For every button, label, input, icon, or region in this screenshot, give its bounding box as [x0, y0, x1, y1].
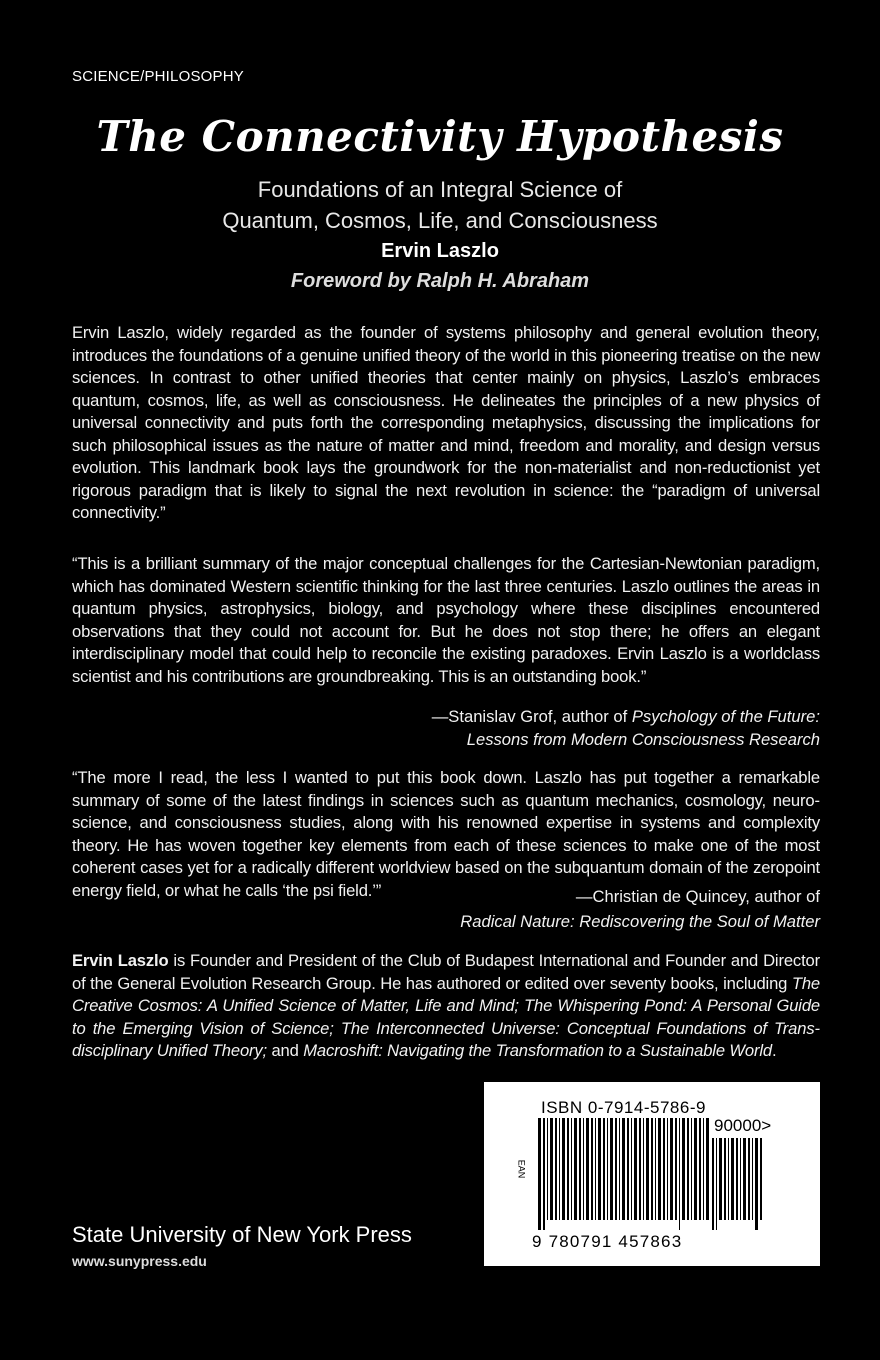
barcode-bar [567, 1118, 569, 1220]
addon-barcode [712, 1138, 764, 1230]
attribution-work-title: Radical Nature: Rediscovering the Soul of Matter [460, 912, 820, 931]
author-name: Ervin Laszlo [381, 240, 499, 262]
barcode-bar [682, 1118, 685, 1220]
barcode-bar [547, 1118, 548, 1220]
barcode-bar [731, 1138, 734, 1220]
barcode-bar [631, 1118, 632, 1220]
barcode-bar [736, 1138, 738, 1220]
category-label: SCIENCE/PHILOSOPHY [72, 68, 244, 85]
barcode-bar [579, 1118, 581, 1220]
barcode-bar [699, 1118, 701, 1220]
review-attribution-grof [432, 706, 820, 751]
price-code: 90000> [714, 1116, 772, 1135]
barcode-bar [603, 1118, 605, 1220]
book-description: Ervin Laszlo, widely regarded as the founder of systems philosophy and general evolution theory, introduces the foundations of a genuine unified theory of the world in this pioneering treatise on the new sciences. In contrast to other unified theories that center mainly on physics, Laszlo’s embraces quantum, cosmos, life, as well as consciousness. He delineates the principles of a new physics of universal connectivity and puts forth the corresponding metaphysics, discussing the implications for such philosophical issues as the nature of matter and mind, freedom and morality, and design versus evolution. This landmark book lays the groundwork for the non-materialist and non-reductionist yet rigorous paradigm that is likely to signal the next revolution in science: the “paradigm of universal connectivity.” [72, 323, 820, 522]
attribution-work-title: Psychology of the Future: [631, 707, 820, 726]
publisher-name: State University of New York Press [72, 1222, 412, 1247]
barcode-bar [651, 1118, 653, 1220]
barcode-bar [748, 1138, 750, 1220]
barcode-bar [639, 1118, 641, 1220]
book-title: The Connectivity Hypothesis [96, 112, 784, 161]
bio-text-3: . [771, 1041, 777, 1060]
barcode-bar [679, 1118, 680, 1230]
barcode-bar [555, 1118, 557, 1220]
review-work-quincey [460, 911, 820, 934]
barcode-bar [598, 1118, 601, 1220]
barcode-bar [562, 1118, 565, 1220]
review-attribution-quincey: —Christian de Quincey, author of [575, 887, 820, 906]
barcode-bar [586, 1118, 589, 1220]
bio-text-2: and [267, 1041, 304, 1060]
barcode-bar [716, 1138, 717, 1230]
barcode-bar [719, 1138, 722, 1220]
barcode-bar [691, 1118, 692, 1220]
barcode-bar [670, 1118, 673, 1220]
bio-text-1: is Founder and President of the Club of Budapest International and Founder and Director of the General Evolution Research Group. He has authored or edited over seventy books, including [72, 951, 820, 993]
barcode-bar [610, 1118, 613, 1220]
barcode-bar [728, 1138, 729, 1220]
barcode-bar [595, 1118, 596, 1220]
barcode-bar [619, 1118, 620, 1220]
barcode-bar [615, 1118, 617, 1220]
barcode-bar [655, 1118, 656, 1220]
barcode-bar [706, 1118, 709, 1220]
barcode-bar [571, 1118, 572, 1220]
review-quote-grof: “This is a brilliant summary of the major conceptual challenges for the Cartesian-Newtonian paradigm, which has dominated Western scientific thinking for the last three centuries. Laszlo outlines the areas in quantum physics, astrophysics, biology, and psychology where these disciplines encountered observations that they could not account for. But he does not stop there; he offers an elegant interdisciplinary model that could help to reconcile the existing paradoxes. Ervin Laszlo is a worldclass scientist and his contributions are groundbreaking. This is an outstanding book.” [72, 554, 820, 686]
ean-label: EAN [516, 1159, 527, 1179]
bio-name: Ervin Laszlo [72, 951, 169, 970]
barcode-bar [743, 1138, 746, 1220]
subtitle-line-1: Foundations of an Integral Science of [257, 177, 623, 202]
barcode-bar [646, 1118, 649, 1220]
ean-number: 9 780791 457863 [532, 1232, 683, 1251]
attribution-work-subtitle: Lessons from Modern Consciousness Research [466, 729, 820, 749]
barcode-bar [755, 1138, 758, 1230]
barcode-bar [667, 1118, 668, 1220]
barcode-bar [559, 1118, 560, 1220]
author-bio [72, 950, 820, 1063]
barcode-bar [550, 1118, 553, 1220]
barcode-bar [607, 1118, 608, 1220]
bio-books-1: The Creative Cosmos: A Unified Science of Matter, Life and Mind; The Whispering Pond: A Personal Guide to the Emerging Vision of Science; The Interconnected Universe: Conceptual Foundations of Transdisciplinary Unified Theory; [72, 973, 820, 1060]
publisher-url: www.sunypress.edu [72, 1253, 207, 1269]
subtitle-line-2: Quantum, Cosmos, Life, and Consciousness [222, 208, 658, 233]
barcode-bar [760, 1138, 762, 1220]
barcode-bar [543, 1118, 545, 1230]
barcode-bar [591, 1118, 593, 1220]
barcode-bar [740, 1138, 741, 1220]
barcode-bar [675, 1118, 677, 1220]
barcode-bar [622, 1118, 625, 1220]
isbn-text: ISBN 0-7914-5786-9 [541, 1098, 706, 1117]
foreword-credit: Foreword by Ralph H. Abraham [290, 270, 590, 292]
barcode-bar [703, 1118, 704, 1220]
barcode-bar [643, 1118, 644, 1220]
barcode-bar [687, 1118, 689, 1220]
barcode-bar [538, 1118, 541, 1230]
barcode-bar [627, 1118, 629, 1220]
barcode-bar [583, 1118, 584, 1220]
barcode-bar [574, 1118, 577, 1220]
barcode-bar [752, 1138, 753, 1220]
ean-barcode [538, 1118, 712, 1230]
barcode-panel [484, 1082, 820, 1266]
barcode-bar [634, 1118, 637, 1220]
barcode-bar [694, 1118, 697, 1220]
attribution-text: —Stanislav Grof, author of [431, 707, 632, 726]
review-quote-quincey: “The more I read, the less I wanted to put this book down. Laszlo has put together a remarkable summary of some of the latest findings in sciences such as quantum mechanics, cosmology, neuroscience, and consciousness studies, along with his renowned expertise in systems and complexity theory. He has woven together key elements from each of these sciences to make one of the most coherent cases yet for a radically different worldview based on the subquantum domain of the zeropoint energy field, or what he calls ‘the psi field.’” [72, 768, 820, 900]
barcode-bar [712, 1138, 714, 1230]
barcode-bar [658, 1118, 661, 1220]
barcode-bar [724, 1138, 726, 1220]
barcode-bar [663, 1118, 665, 1220]
bio-books-2: Macroshift: Navigating the Transformation to a Sustainable World [303, 1041, 772, 1060]
